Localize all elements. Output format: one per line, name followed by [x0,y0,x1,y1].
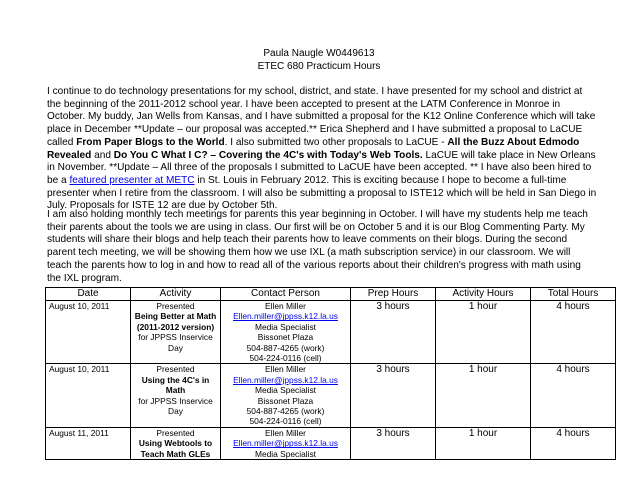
para1-text-1: I continue to do technology presentations for my school, district, and state. I have presented for my school and district at the beginning of the 2011-2012 school year. I have been accepted to present at the LATM Conference in Monroe in October. My buddy, Jan Wells from Kansas, and I have submitted a proposal for the K12 Online Conference which will take place in December **Update – our proposal was accepted.** Erica Shepherd and I have submitted a proposal to LaCUE called [47,86,596,148]
activity-title: Using Webtools to Teach Math GLEs [138,438,213,459]
para1-text-5: in St. Louis in February 2012. This is exciting because I hope to become a full-time presenter when I retire from the classroom. I will also be submitting a proposal to ISTE12 which will be held in San Diego in July. Proposals for ISTE 12 are due by October 5th. [47,174,597,212]
cell-activity-hours: 1 hour [436,427,531,459]
header-total-hours: Total Hours [531,288,616,301]
cell-activity [131,364,221,427]
contact-name: Ellen Miller [265,301,306,311]
header-contact: Contact Person [221,288,351,301]
contact-cell-phone: 504-224-0116 (cell) [249,416,322,427]
cell-contact [221,364,351,427]
cell-prep-hours: 3 hours [351,364,436,427]
cell-contact [221,427,351,459]
proposal-title-edmodo: All the Buzz About Edmodo Revealed [47,136,580,161]
cell-total-hours: 4 hours [531,427,616,459]
para1-text-3: and [91,149,114,161]
cell-activity-hours: 1 hour [436,301,531,364]
contact-cell-phone: 504-224-0116 (cell) [249,353,322,364]
practicum-hours-table [45,287,616,460]
cell-activity [131,301,221,364]
contact-role: Media Specialist [255,385,316,396]
contact-email-link[interactable]: Ellen.miller@jppss.k12.la.us [233,374,338,385]
contact-name: Ellen Miller [265,364,306,375]
contact-name: Ellen Miller [265,427,306,438]
contact-role: Media Specialist [255,448,316,459]
proposal-title-4cs: Do You C What I C? – Covering the 4C's with Today's Web Tools. [113,149,423,161]
contact-work-phone: 504-887-4265 (work) [246,342,325,353]
para1-text-2: . I also submitted two other proposals to LaCUE - [224,136,448,148]
paragraph-presentations [47,86,597,213]
table-header-row [46,288,616,301]
cell-activity-hours: 1 hour [436,364,531,427]
contact-place: Bissonet Plaza [257,332,314,343]
cell-total-hours: 4 hours [531,364,616,427]
activity-title: Being Better at Math (2011-2012 version) [134,311,217,332]
cell-contact [221,301,351,364]
cell-date: August 10, 2011 [46,301,131,364]
activity-pre: Presented [156,364,195,375]
document-header [0,48,638,73]
header-activity-hours: Activity Hours [436,288,531,301]
header-prep-hours: Prep Hours [351,288,436,301]
activity-pre: Presented [156,301,195,311]
table-row [46,301,616,364]
contact-email-link[interactable]: Ellen.miller@jppss.k12.la.us [233,311,338,322]
contact-email-link[interactable]: Ellen.miller@jppss.k12.la.us [233,438,338,449]
cell-activity [131,427,221,459]
contact-role: Media Specialist [255,321,316,332]
activity-pre: Presented [156,427,195,438]
table-row [46,427,616,459]
para1-text-4: LaCUE will take place in New Orleans in November. **Update – All three of the proposals I submitted to LaCUE have been accepted. ** I have also been hired to be a [47,149,596,186]
author-line: Paula Naugle W0449613 [263,48,375,59]
course-line: ETEC 680 Practicum Hours [257,60,381,72]
contact-work-phone: 504-887-4265 (work) [246,406,325,417]
cell-prep-hours: 3 hours [351,427,436,459]
cell-date: August 11, 2011 [46,427,131,459]
activity-title: Using the 4C's in Math [141,374,210,396]
metc-link[interactable]: featured presenter at METC [69,174,195,186]
cell-total-hours: 4 hours [531,301,616,364]
activity-post: for JPPSS Inservice Day [138,395,213,417]
paragraph-parent-meetings: I am also holding monthly tech meetings for parents this year beginning in October. I will have my students help me teach their parents about the tools we are using in class. Our first will be on October 5 and it is our Blog Commenting Party. My students will share their blogs and help teach their parents how to leave comments on their blogs. During the second parent tech meeting, we will be showing them how we use IXL (a math subscription service) in our classroom. We will teach the parents how to log in and how to read all of the various reports about their children's progress with math using the IXL program. [47,209,588,284]
cell-prep-hours: 3 hours [351,301,436,364]
proposal-title-paper-blogs: From Paper Blogs to the World [76,136,225,148]
activity-post: for JPPSS Inservice Day [138,332,213,353]
header-date: Date [46,288,131,301]
header-activity: Activity [131,288,221,301]
cell-date: August 10, 2011 [46,364,131,427]
contact-place: Bissonet Plaza [257,395,314,406]
table-row [46,364,616,427]
